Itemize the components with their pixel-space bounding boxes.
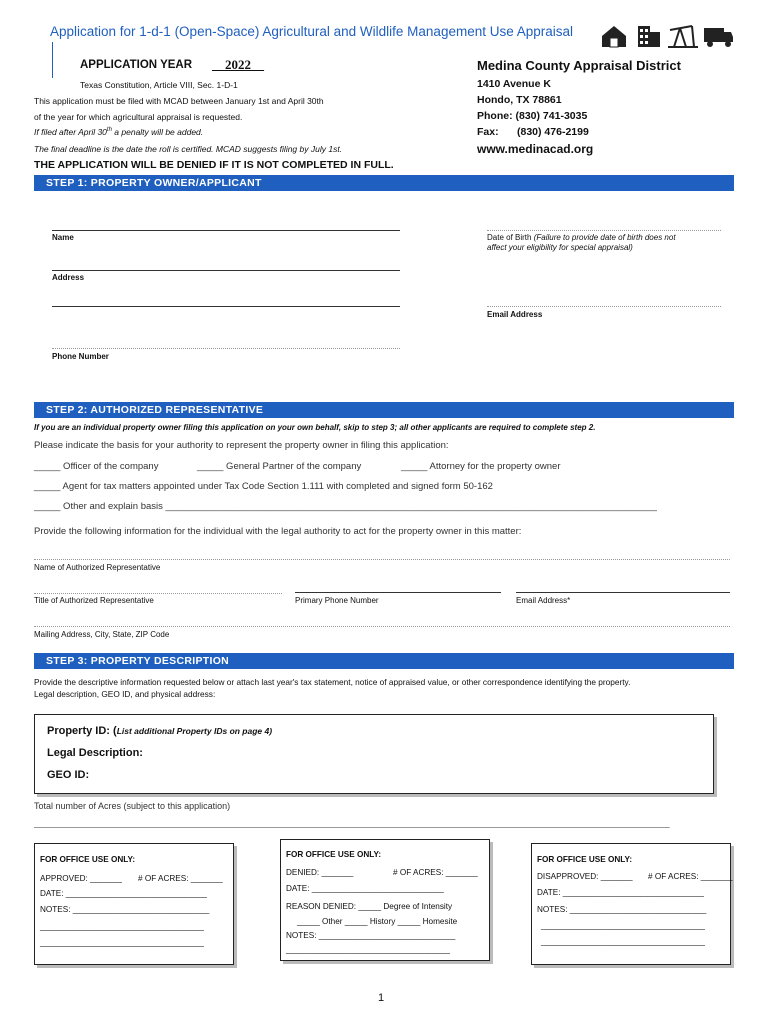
dob-label-text: Date of Birth — [487, 233, 532, 242]
page-number: 1 — [378, 992, 385, 1004]
district-address1: 1410 Avenue K — [477, 78, 551, 90]
rep-title-line[interactable] — [34, 593, 282, 594]
step2-instruction: If you are an individual property owner filing this application on your own behalf, skip to step 3; all other applicants are required to complete step 2. — [34, 423, 596, 432]
rep-mailing-label: Mailing Address, City, State, ZIP Code — [34, 630, 170, 639]
step2-header: STEP 2: AUTHORIZED REPRESENTATIVE — [34, 402, 734, 418]
rep-name-line[interactable] — [34, 559, 730, 560]
step3-desc-2: Legal description, GEO ID, and physical address: — [34, 689, 216, 699]
property-id-note: List additional Property IDs on page 4) — [116, 726, 273, 736]
property-box[interactable] — [34, 714, 714, 794]
office-left-line1[interactable]: ____________________________________ — [40, 922, 204, 931]
application-year-value: __2022__ — [212, 57, 264, 72]
document-title: Application for 1-d-1 (Open-Space) Agricultural and Wildlife Management Use Appraisal — [50, 24, 574, 39]
district-phone: Phone: (830) 741-3035 — [477, 110, 588, 122]
penalty-pre: If filed after April 30 — [34, 127, 107, 137]
dob-note: (Failure to provide date of birth does not — [531, 233, 676, 242]
basis-prompt: Please indicate the basis for your authority to represent the property owner in filing this application: — [34, 440, 449, 451]
office-mid-acres[interactable]: # OF ACRES: _______ — [393, 868, 478, 877]
penalty-post: a penalty will be added. — [111, 127, 204, 137]
phone-label: Phone Number — [52, 352, 109, 361]
property-id-text: Property ID: ( — [47, 725, 117, 737]
step1-header: STEP 1: PROPERTY OWNER/APPLICANT — [34, 175, 734, 191]
office-mid-title: FOR OFFICE USE ONLY: — [286, 850, 382, 859]
office-right-line2[interactable]: ____________________________________ — [541, 937, 705, 946]
phone-line[interactable] — [52, 348, 400, 349]
step3-header: STEP 3: PROPERTY DESCRIPTION — [34, 653, 734, 669]
constitution-reference: Texas Constitution, Article VIII, Sec. 1-D-1 — [80, 80, 238, 90]
office-right-title: FOR OFFICE USE ONLY: — [537, 855, 633, 864]
office-left-date[interactable]: DATE: _______________________________ — [40, 889, 207, 898]
office-left-title: FOR OFFICE USE ONLY: — [40, 855, 136, 864]
office-mid-line1[interactable]: ____________________________________ — [286, 945, 450, 954]
office-use-box-denied — [280, 839, 490, 961]
rep-mailing-line[interactable] — [34, 626, 730, 627]
address-line[interactable] — [52, 270, 400, 271]
office-right-acres[interactable]: # OF ACRES: _______ — [648, 872, 733, 881]
office-mid-notes[interactable]: NOTES: ______________________________ — [286, 931, 456, 940]
option-general-partner[interactable]: _____ General Partner of the company — [197, 461, 362, 472]
deadline-note: The final deadline is the date the roll is certified. MCAD suggests filing by July 1st. — [34, 144, 343, 154]
truck-icon — [704, 28, 733, 47]
acres-label: Total number of Acres (subject to this application) — [34, 801, 231, 811]
oil-pump-icon — [668, 26, 698, 47]
building-icon — [638, 26, 660, 47]
office-right-notes[interactable]: NOTES: ______________________________ — [537, 905, 707, 914]
address-label: Address — [52, 273, 85, 282]
denied-warning: THE APPLICATION WILL BE DENIED IF IT IS NOT COMPLETED IN FULL. — [34, 159, 394, 171]
penalty-sup: th — [106, 127, 112, 134]
district-website[interactable]: www.medinacad.org — [477, 142, 594, 156]
legal-description-label: Legal Description: — [47, 747, 143, 759]
penalty-note — [34, 127, 203, 137]
office-left-approved[interactable]: APPROVED: _______ — [40, 874, 122, 883]
filing-note-1: This application must be filed with MCAD between January 1st and April 30th — [34, 96, 324, 106]
office-use-box-approved — [34, 843, 234, 965]
office-right-line1[interactable]: ____________________________________ — [541, 921, 705, 930]
office-use-box-disapproved — [531, 843, 731, 965]
district-name: Medina County Appraisal District — [477, 58, 681, 73]
office-left-notes[interactable]: NOTES: ______________________________ — [40, 905, 210, 914]
barn-icon — [602, 26, 626, 47]
dob-line[interactable] — [487, 230, 721, 231]
provide-prompt: Provide the following information for the individual with the legal authority to act for the property owner in this matter: — [34, 526, 522, 537]
office-mid-denied[interactable]: DENIED: _______ — [286, 868, 354, 877]
district-fax-label: Fax: — [477, 126, 499, 138]
dob-note-2: affect your eligibility for special appraisal) — [487, 243, 633, 252]
header-icons — [600, 20, 734, 48]
step3-desc-1: Provide the descriptive information requested below or attach last year's tax statement, notice of appraised value, or other correspondence identifying the property. — [34, 677, 631, 687]
office-left-line2[interactable]: ____________________________________ — [40, 938, 204, 947]
acres-line[interactable]: _______________________________________________________________________________________________________________________________ — [34, 818, 670, 828]
rep-phone-line[interactable] — [295, 592, 501, 593]
office-right-disapproved[interactable]: DISAPPROVED: _______ — [537, 872, 633, 881]
rep-email-line[interactable] — [516, 592, 730, 593]
name-line[interactable] — [52, 230, 400, 231]
title-rule — [52, 42, 53, 78]
rep-email-label: Email Address* — [516, 596, 571, 605]
dob-label — [487, 233, 676, 242]
office-left-acres[interactable]: # OF ACRES: _______ — [138, 874, 223, 883]
address-line-2[interactable] — [52, 306, 400, 307]
district-address2: Hondo, TX 78861 — [477, 94, 562, 106]
rep-phone-label: Primary Phone Number — [295, 596, 379, 605]
district-fax: (830) 476-2199 — [517, 126, 589, 138]
option-agent[interactable]: _____ Agent for tax matters appointed under Tax Code Section 1.111 with completed and signed form 50-162 — [34, 481, 493, 492]
property-id-label — [47, 725, 272, 737]
office-right-date[interactable]: DATE: _______________________________ — [537, 888, 704, 897]
name-label: Name — [52, 233, 74, 242]
option-officer[interactable]: _____ Officer of the company — [34, 461, 159, 472]
option-other[interactable]: _____ Other and explain basis _____________________________________________________________________________________________ — [34, 501, 657, 512]
office-mid-date[interactable]: DATE: _____________________________ — [286, 884, 444, 893]
filing-note-2: of the year for which agricultural appraisal is requested. — [34, 112, 243, 122]
office-mid-reason[interactable]: REASON DENIED: _____ Degree of Intensity — [286, 902, 453, 911]
rep-name-label: Name of Authorized Representative — [34, 563, 161, 572]
email-label: Email Address — [487, 310, 543, 319]
geo-id-label: GEO ID: — [47, 769, 90, 781]
office-mid-reason-options[interactable]: _____ Other _____ History _____ Homesite — [297, 917, 458, 926]
application-year-label: APPLICATION YEAR — [80, 59, 193, 71]
rep-title-label: Title of Authorized Representative — [34, 596, 154, 605]
email-line[interactable] — [487, 306, 721, 307]
option-attorney[interactable]: _____ Attorney for the property owner — [401, 461, 561, 472]
